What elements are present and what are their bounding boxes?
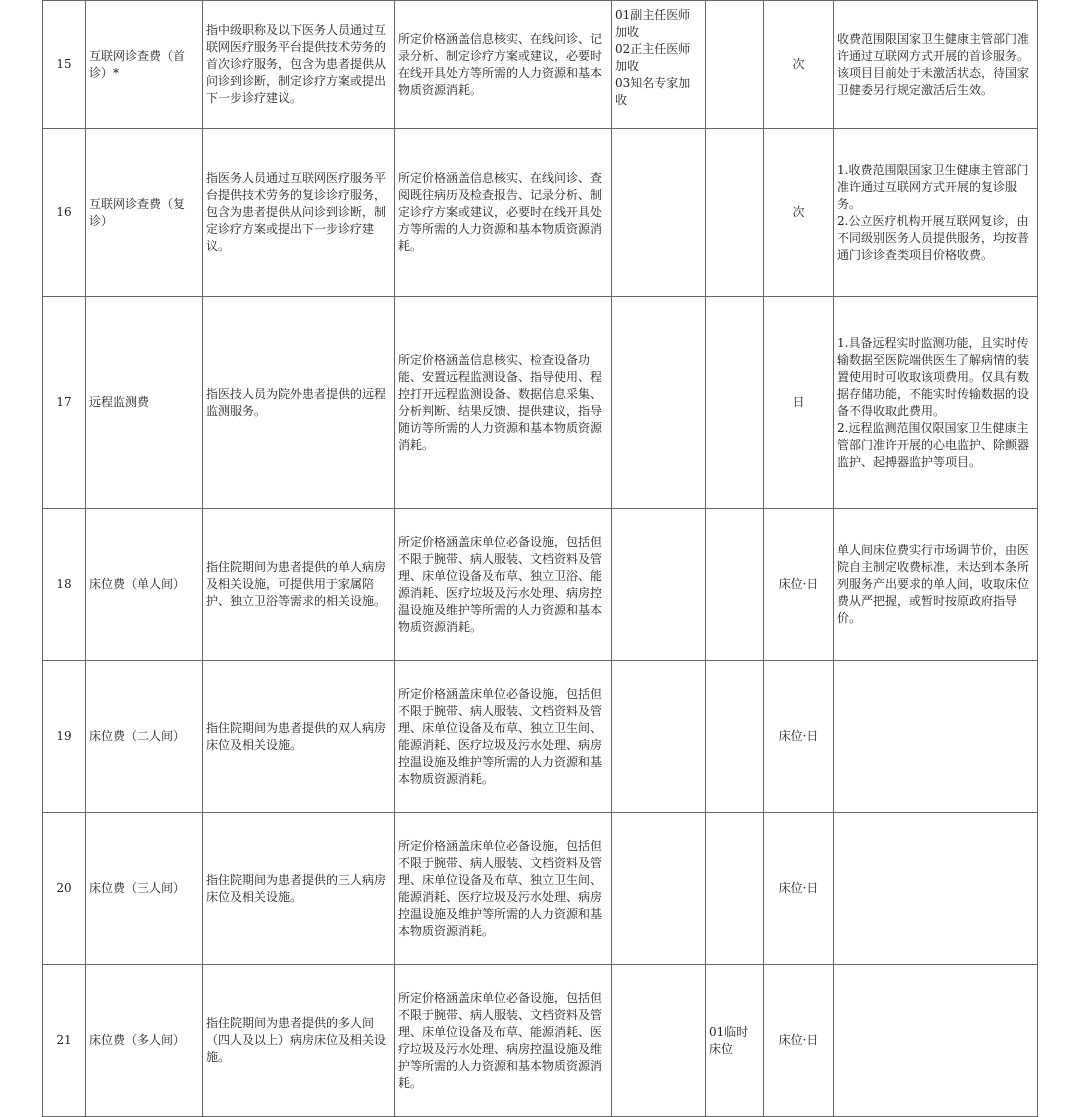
pricing-table bbox=[42, 0, 1038, 1117]
addon-fee bbox=[612, 297, 706, 509]
price-content: 所定价格涵盖信息核实、在线问诊、记录分析、制定诊疗方案或建议，必要时在线开具处方等所需的人力资源和基本物质资源消耗。 bbox=[395, 1, 612, 129]
pricing-unit: 次 bbox=[764, 1, 834, 129]
item-description: 指住院期间为患者提供的三人病房床位及相关设施。 bbox=[203, 813, 395, 965]
extension-item bbox=[706, 1, 764, 129]
item-description: 指住院期间为患者提供的单人病房及相关设施，可提供用于家属陪护、独立卫浴等需求的相关设施。 bbox=[203, 509, 395, 661]
item-description: 指住院期间为患者提供的多人间（四人及以上）病房床位及相关设施。 bbox=[203, 965, 395, 1117]
item-name: 互联网诊查费（首诊）* bbox=[86, 1, 203, 129]
price-content: 所定价格涵盖床单位必备设施，包括但不限于腕带、病人服装、文档资料及管理、床单位设备及布草、独立卫浴、能源消耗、医疗垃圾及污水处理、病房控温设施及维护等所需的人力资源和基本物质资源消耗。 bbox=[395, 509, 612, 661]
extension-item bbox=[706, 813, 764, 965]
item-description: 指住院期间为患者提供的双人病房床位及相关设施。 bbox=[203, 661, 395, 813]
pricing-unit: 床位·日 bbox=[764, 509, 834, 661]
item-number: 16 bbox=[43, 129, 86, 297]
price-content: 所定价格涵盖信息核实、检查设备功能、安置远程监测设备、指导使用、程控打开远程监测设备、数据信息采集、分析判断、结果反馈、提供建议，指导随访等所需的人力资源和基本物质资源消耗。 bbox=[395, 297, 612, 509]
addon-fee bbox=[612, 965, 706, 1117]
pricing-unit: 次 bbox=[764, 129, 834, 297]
item-number: 21 bbox=[43, 965, 86, 1117]
table-row bbox=[43, 297, 1038, 509]
price-content: 所定价格涵盖床单位必备设施，包括但不限于腕带、病人服装、文档资料及管理、床单位设备及布草、能源消耗、医疗垃圾及污水处理、病房控温设施及维护等所需的人力资源和基本物质资源消耗。 bbox=[395, 965, 612, 1117]
table-row bbox=[43, 965, 1038, 1117]
price-content: 所定价格涵盖床单位必备设施，包括但不限于腕带、病人服装、文档资料及管理、床单位设备及布草、独立卫生间、能源消耗、医疗垃圾及污水处理、病房控温设施及维护等所需的人力资源和基本物质资源消耗。 bbox=[395, 813, 612, 965]
item-description: 指医务人员通过互联网医疗服务平台提供技术劳务的复诊诊疗服务，包含为患者提供从问诊到诊断，制定诊疗方案或提出下一步诊疗建议。 bbox=[203, 129, 395, 297]
extension-item bbox=[706, 129, 764, 297]
addon-fee bbox=[612, 509, 706, 661]
extension-item bbox=[706, 509, 764, 661]
table-row bbox=[43, 509, 1038, 661]
item-name: 互联网诊查费（复诊） bbox=[86, 129, 203, 297]
item-note bbox=[834, 661, 1038, 813]
price-content: 所定价格涵盖信息核实、在线问诊、查阅既往病历及检查报告、记录分析、制定诊疗方案或建议，必要时在线开具处方等所需的人力资源和基本物质资源消耗。 bbox=[395, 129, 612, 297]
pricing-unit: 床位·日 bbox=[764, 813, 834, 965]
item-name: 床位费（多人间） bbox=[86, 965, 203, 1117]
pricing-unit: 日 bbox=[764, 297, 834, 509]
extension-item bbox=[706, 297, 764, 509]
addon-fee bbox=[612, 813, 706, 965]
item-name: 床位费（单人间） bbox=[86, 509, 203, 661]
item-number: 17 bbox=[43, 297, 86, 509]
item-number: 19 bbox=[43, 661, 86, 813]
item-note: 1.收费范围限国家卫生健康主管部门准许通过互联网方式开展的复诊服务。 2.公立医疗机构开展互联网复诊，由不同级别医务人员提供服务，均按普通门诊诊查类项目价格收费。 bbox=[834, 129, 1038, 297]
table-row bbox=[43, 1, 1038, 129]
extension-item bbox=[706, 661, 764, 813]
item-number: 18 bbox=[43, 509, 86, 661]
table-row bbox=[43, 661, 1038, 813]
pricing-unit: 床位·日 bbox=[764, 661, 834, 813]
item-number: 20 bbox=[43, 813, 86, 965]
addon-fee bbox=[612, 1, 706, 129]
item-name: 床位费（三人间） bbox=[86, 813, 203, 965]
pricing-unit: 床位·日 bbox=[764, 965, 834, 1117]
addon-fee bbox=[612, 129, 706, 297]
table-row bbox=[43, 813, 1038, 965]
addon-fee bbox=[612, 661, 706, 813]
extension-item: 01临时床位 bbox=[706, 965, 764, 1117]
item-note bbox=[834, 813, 1038, 965]
item-number: 15 bbox=[43, 1, 86, 129]
table-body bbox=[43, 1, 1038, 1117]
table-row bbox=[43, 129, 1038, 297]
item-note: 1.具备远程实时监测功能，且实时传输数据至医院端供医生了解病情的装置使用时可收取该项费用。仅具有数据存储功能，不能实时传输数据的设备不得收取此费用。 2.远程监测范围仅限国家卫生健康主管部门准许开展的心电监护、除颤器监护、起搏器监护等项目。 bbox=[834, 297, 1038, 509]
addon-fee-line: 01副主任医师加收 02正主任医师加收 03知名专家加收 bbox=[615, 8, 691, 107]
item-name: 远程监测费 bbox=[86, 297, 203, 509]
item-note: 收费范围限国家卫生健康主管部门准许通过互联网方式开展的首诊服务。该项目目前处于未激活状态，待国家卫健委另行规定激活后生效。 bbox=[834, 1, 1038, 129]
item-note bbox=[834, 965, 1038, 1117]
price-content: 所定价格涵盖床单位必备设施，包括但不限于腕带、病人服装、文档资料及管理、床单位设备及布草、独立卫生间、能源消耗、医疗垃圾及污水处理、病房控温设施及维护等所需的人力资源和基本物质资源消耗。 bbox=[395, 661, 612, 813]
item-name: 床位费（二人间） bbox=[86, 661, 203, 813]
item-note: 单人间床位费实行市场调节价，由医院自主制定收费标准，未达到本条所列服务产出要求的单人间，收取床位费从严把握，或暂时按原政府指导价。 bbox=[834, 509, 1038, 661]
item-description: 指医技人员为院外患者提供的远程监测服务。 bbox=[203, 297, 395, 509]
item-description: 指中级职称及以下医务人员通过互联网医疗服务平台提供技术劳务的首次诊疗服务，包含为患者提供从问诊到诊断，制定诊疗方案或提出下一步诊疗建议。 bbox=[203, 1, 395, 129]
